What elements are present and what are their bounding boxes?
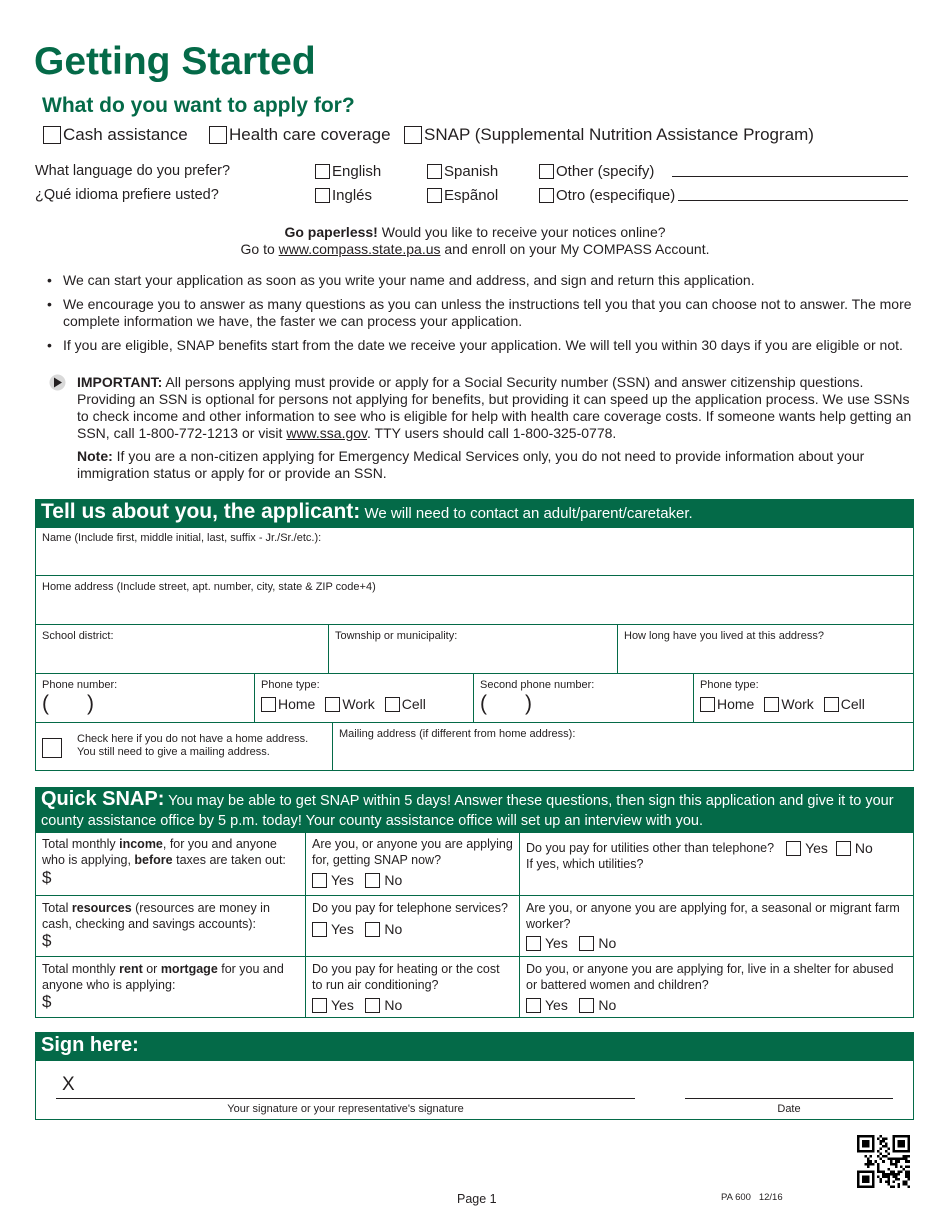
phone-type-field bbox=[255, 674, 474, 723]
quick-snap-heading-sub: You may be able to get SNAP within 5 days! Answer these questions, then sign this application and give it to your county assistance office by 5 p.m. today! Your county assistance office will set up an interview with you. bbox=[41, 793, 894, 829]
phone2-cell-option[interactable] bbox=[824, 696, 865, 712]
page-number: Page 1 bbox=[457, 1192, 497, 1206]
phone2-work-label: Work bbox=[781, 696, 814, 712]
township-field[interactable] bbox=[329, 625, 618, 674]
phone-type-label: Phone type: bbox=[700, 679, 759, 691]
otro-checkbox[interactable] bbox=[539, 188, 554, 203]
utilities-question: Do you pay for utilities other than telephone? bbox=[526, 841, 775, 855]
phone2-work-checkbox[interactable] bbox=[764, 697, 779, 712]
phone-work-label: Work bbox=[342, 696, 375, 712]
school-district-field[interactable] bbox=[36, 625, 329, 674]
applicant-form bbox=[35, 527, 914, 771]
spanish-checkbox[interactable] bbox=[427, 164, 442, 179]
yes-label: Yes bbox=[545, 935, 568, 951]
quick-snap-header bbox=[35, 787, 914, 833]
espanol-checkbox[interactable] bbox=[427, 188, 442, 203]
language-question-en: What language do you prefer? bbox=[35, 163, 231, 179]
quick-snap-grid bbox=[35, 832, 914, 1018]
resources-dollar: $ bbox=[42, 931, 52, 950]
no-home-line2: You still need to give a mailing address. bbox=[77, 746, 270, 758]
shelter-yes-checkbox[interactable] bbox=[526, 998, 541, 1013]
shelter-no-checkbox[interactable] bbox=[579, 998, 594, 1013]
applicant-heading-sub: We will need to contact an adult/parent/caretaker. bbox=[360, 505, 693, 522]
bullet-item: • If you are eligible, SNAP benefits start from the date we receive your application. We will tell you within 30 days if you are eligible or not. bbox=[47, 337, 917, 354]
mortgage-bold: mortgage bbox=[160, 962, 218, 976]
sign-header bbox=[35, 1032, 914, 1061]
income-bold: income bbox=[119, 837, 163, 851]
before-bold: before bbox=[134, 853, 173, 867]
resources-bold: resources bbox=[71, 901, 132, 915]
name-label: Name (Include first, middle initial, last, suffix - Jr./Sr./etc.): bbox=[42, 532, 322, 544]
utilities-no-checkbox[interactable] bbox=[836, 841, 851, 856]
no-home-checkbox[interactable] bbox=[42, 738, 62, 758]
qr-code-icon bbox=[857, 1135, 910, 1188]
mailing-address-field[interactable] bbox=[333, 723, 913, 771]
english-label: English bbox=[332, 163, 382, 180]
phone-home-option[interactable] bbox=[261, 696, 315, 712]
rent-cell[interactable] bbox=[36, 957, 306, 1017]
income-text-mid: , for you and anyone who is applying, bbox=[42, 837, 277, 867]
date-line[interactable] bbox=[685, 1098, 893, 1099]
no-label: No bbox=[384, 921, 403, 937]
telephone-question: Do you pay for telephone services? bbox=[312, 901, 508, 915]
bullet-item: • We can start your application as soon as you write your name and address, and sign and return this application. bbox=[47, 272, 917, 289]
phone-type-label: Phone type: bbox=[261, 679, 320, 691]
lang-otro[interactable] bbox=[539, 187, 675, 204]
phone2-home-checkbox[interactable] bbox=[700, 697, 715, 712]
lang-ingles[interactable] bbox=[315, 187, 372, 204]
program-health[interactable] bbox=[209, 125, 391, 145]
apply-for-heading: What do you want to apply for? bbox=[42, 94, 355, 117]
phone-work-checkbox[interactable] bbox=[325, 697, 340, 712]
compass-link[interactable]: www.compass.state.pa.us bbox=[278, 241, 441, 257]
phone2-cell-label: Cell bbox=[840, 696, 865, 712]
no-label: No bbox=[598, 935, 617, 951]
yes-label: Yes bbox=[545, 997, 568, 1013]
second-phone-label: Second phone number: bbox=[480, 679, 595, 691]
form-id: PA 600 12/16 bbox=[721, 1192, 783, 1203]
township-label: Township or municipality: bbox=[335, 630, 458, 642]
english-checkbox[interactable] bbox=[315, 164, 330, 179]
otro-specify-line[interactable] bbox=[678, 200, 908, 201]
phone-home-checkbox[interactable] bbox=[261, 697, 276, 712]
shelter-no[interactable] bbox=[579, 997, 616, 1013]
note-bold: Note: bbox=[77, 448, 113, 464]
shelter-question: Do you, or anyone you are applying for, live in a shelter for abused or battered women and children? bbox=[526, 962, 894, 992]
resources-text-post: (resources are money in cash, checking and savings accounts): bbox=[42, 901, 270, 931]
cash-checkbox[interactable] bbox=[43, 126, 61, 144]
cash-label: Cash assistance bbox=[63, 125, 188, 144]
heating-cell bbox=[306, 957, 520, 1017]
name-field[interactable] bbox=[36, 527, 913, 576]
health-label: Health care coverage bbox=[229, 125, 391, 144]
no-home-address-field bbox=[36, 723, 333, 771]
important-notice bbox=[77, 374, 915, 442]
seasonal-yes-checkbox[interactable] bbox=[526, 936, 541, 951]
signature-x: X bbox=[62, 1074, 75, 1095]
heating-yes-checkbox[interactable] bbox=[312, 998, 327, 1013]
program-snap[interactable] bbox=[404, 125, 814, 145]
getting-snap-yes[interactable] bbox=[312, 872, 354, 888]
important-text: All persons applying must provide or apply for a Social Security number (SSN) and answer citizenship questions. Providing an SSN is optional for persons not applying for benefits, but providing it can speed up the application process. We use SSNs to check income and other information to see who is eligible for help with health care coverage costs. If someone wants help getting an SSN, call 1-800-772-1213 or visit bbox=[77, 374, 912, 441]
school-label: School district: bbox=[42, 630, 114, 642]
lang-english[interactable] bbox=[315, 163, 381, 180]
ssa-link[interactable]: www.ssa.gov bbox=[286, 425, 367, 441]
phone-work-option[interactable] bbox=[325, 696, 374, 712]
telephone-yes[interactable] bbox=[312, 921, 354, 937]
signature-line[interactable] bbox=[56, 1098, 635, 1099]
phone-cell-checkbox[interactable] bbox=[385, 697, 400, 712]
yes-label: Yes bbox=[805, 840, 828, 856]
phone2-home-option[interactable] bbox=[700, 696, 754, 712]
other-label: Other (specify) bbox=[556, 163, 655, 180]
no-label: No bbox=[854, 840, 873, 856]
espanol-label: Espãnol bbox=[444, 187, 499, 204]
heating-no[interactable] bbox=[365, 997, 402, 1013]
paperless-bold: Go paperless! bbox=[284, 224, 378, 240]
heating-no-checkbox[interactable] bbox=[365, 998, 380, 1013]
resources-cell[interactable] bbox=[36, 896, 306, 957]
lang-spanish[interactable] bbox=[427, 163, 498, 180]
rent-dollar: $ bbox=[42, 992, 52, 1011]
date-caption: Date bbox=[777, 1103, 801, 1115]
applicant-heading: Tell us about you, the applicant: bbox=[41, 500, 361, 523]
no-label: No bbox=[598, 997, 617, 1013]
phone2-cell-checkbox[interactable] bbox=[824, 697, 839, 712]
other-checkbox[interactable] bbox=[539, 164, 554, 179]
phone-home-label: Home bbox=[278, 696, 316, 712]
shelter-cell bbox=[520, 957, 913, 1017]
paren-open: ( bbox=[480, 692, 487, 715]
phone-number-field[interactable] bbox=[36, 674, 255, 723]
utilities-which: If yes, which utilities? bbox=[526, 857, 644, 871]
utilities-cell bbox=[520, 832, 913, 896]
paperless-text: Would you like to receive your notices online? bbox=[377, 224, 666, 240]
lang-espanol[interactable] bbox=[427, 187, 498, 204]
paperless-line2-pre: Go to bbox=[240, 241, 279, 257]
seasonal-yes[interactable] bbox=[526, 935, 568, 951]
paperless-notice bbox=[0, 224, 950, 258]
heating-question: Do you pay for heating or the cost to run air conditioning? bbox=[312, 962, 500, 992]
other-specify-line[interactable] bbox=[672, 176, 908, 177]
rent-text-pre: Total monthly bbox=[42, 962, 120, 976]
getting-snap-yes-checkbox[interactable] bbox=[312, 873, 327, 888]
page-title: Getting Started bbox=[34, 40, 316, 83]
yes-label: Yes bbox=[331, 872, 354, 888]
phone2-work-option[interactable] bbox=[764, 696, 813, 712]
lang-other[interactable] bbox=[539, 163, 654, 180]
second-phone-type-field bbox=[694, 674, 913, 723]
resources-text-pre: Total bbox=[42, 901, 72, 915]
mailing-label: Mailing address (if different from home address): bbox=[339, 728, 576, 740]
telephone-cell bbox=[306, 896, 520, 957]
seasonal-cell bbox=[520, 896, 913, 957]
paren-close: ) bbox=[87, 692, 94, 715]
health-checkbox[interactable] bbox=[209, 126, 227, 144]
quick-snap-heading: Quick SNAP: bbox=[41, 788, 165, 810]
rent-text-mid: or bbox=[142, 962, 161, 976]
getting-snap-no-checkbox[interactable] bbox=[365, 873, 380, 888]
note-notice bbox=[77, 448, 915, 482]
no-label: No bbox=[384, 872, 403, 888]
signature-caption: Your signature or your representative's signature bbox=[227, 1103, 464, 1115]
otro-label: Otro (especifique) bbox=[556, 187, 676, 204]
paren-open: ( bbox=[42, 692, 49, 715]
sign-heading: Sign here: bbox=[41, 1034, 139, 1056]
utilities-yes[interactable] bbox=[786, 840, 828, 856]
no-label: No bbox=[384, 997, 403, 1013]
ingles-checkbox[interactable] bbox=[315, 188, 330, 203]
income-text-post: taxes are taken out: bbox=[172, 853, 286, 867]
second-phone-field[interactable] bbox=[474, 674, 694, 723]
yes-label: Yes bbox=[331, 921, 354, 937]
note-text: If you are a non-citizen applying for Emergency Medical Services only, you do not need to provide information about your immigration status or apply for or provide an SSN. bbox=[77, 448, 865, 481]
rent-bold: rent bbox=[119, 962, 143, 976]
getting-snap-cell bbox=[306, 832, 520, 896]
yes-label: Yes bbox=[331, 997, 354, 1013]
telephone-yes-checkbox[interactable] bbox=[312, 922, 327, 937]
income-dollar: $ bbox=[42, 868, 52, 887]
bullet-item: • We encourage you to answer as many questions as you can unless the instructions tell you that you can choose not to answer. The more complete information we have, the faster we can process your application. bbox=[47, 296, 917, 330]
telephone-no[interactable] bbox=[365, 921, 402, 937]
howlong-label: How long have you lived at this address? bbox=[624, 630, 824, 642]
important-text-post: . TTY users should call 1-800-325-0778. bbox=[367, 425, 617, 441]
getting-snap-no[interactable] bbox=[365, 872, 402, 888]
phone-cell-label: Cell bbox=[401, 696, 426, 712]
seasonal-no-checkbox[interactable] bbox=[579, 936, 594, 951]
paperless-line2-post: and enroll on your My COMPASS Account. bbox=[440, 241, 710, 257]
snap-label: SNAP (Supplemental Nutrition Assistance Program) bbox=[424, 125, 814, 144]
address-label: Home address (Include street, apt. number, city, state & ZIP code+4) bbox=[42, 581, 376, 593]
home-address-field[interactable] bbox=[36, 576, 913, 625]
program-cash[interactable] bbox=[43, 125, 188, 145]
getting-snap-question: Are you, or anyone you are applying for, getting SNAP now? bbox=[312, 837, 513, 867]
important-bold: IMPORTANT: bbox=[77, 374, 163, 390]
rent-text-post: for you and anyone who is applying: bbox=[42, 962, 284, 992]
ingles-label: Inglés bbox=[332, 187, 373, 204]
seasonal-no[interactable] bbox=[579, 935, 616, 951]
spanish-label: Spanish bbox=[444, 163, 499, 180]
seasonal-question: Are you, or anyone you are applying for, a seasonal or migrant farm worker? bbox=[526, 901, 900, 931]
telephone-no-checkbox[interactable] bbox=[365, 922, 380, 937]
sign-box bbox=[35, 1060, 914, 1120]
snap-checkbox[interactable] bbox=[404, 126, 422, 144]
utilities-no[interactable] bbox=[836, 840, 873, 856]
no-home-line1: Check here if you do not have a home address. bbox=[77, 733, 309, 745]
income-text-pre: Total monthly bbox=[42, 837, 120, 851]
phone-cell-option[interactable] bbox=[385, 696, 426, 712]
language-question-es: ¿Qué idioma prefiere usted? bbox=[35, 187, 219, 203]
heating-yes[interactable] bbox=[312, 997, 354, 1013]
important-arrow-icon bbox=[49, 374, 66, 396]
income-cell[interactable] bbox=[36, 832, 306, 896]
phone2-home-label: Home bbox=[717, 696, 755, 712]
utilities-yes-checkbox[interactable] bbox=[786, 841, 801, 856]
how-long-field[interactable] bbox=[618, 625, 913, 674]
phone-label: Phone number: bbox=[42, 679, 118, 691]
applicant-header bbox=[35, 499, 914, 528]
shelter-yes[interactable] bbox=[526, 997, 568, 1013]
paren-close: ) bbox=[525, 692, 532, 715]
